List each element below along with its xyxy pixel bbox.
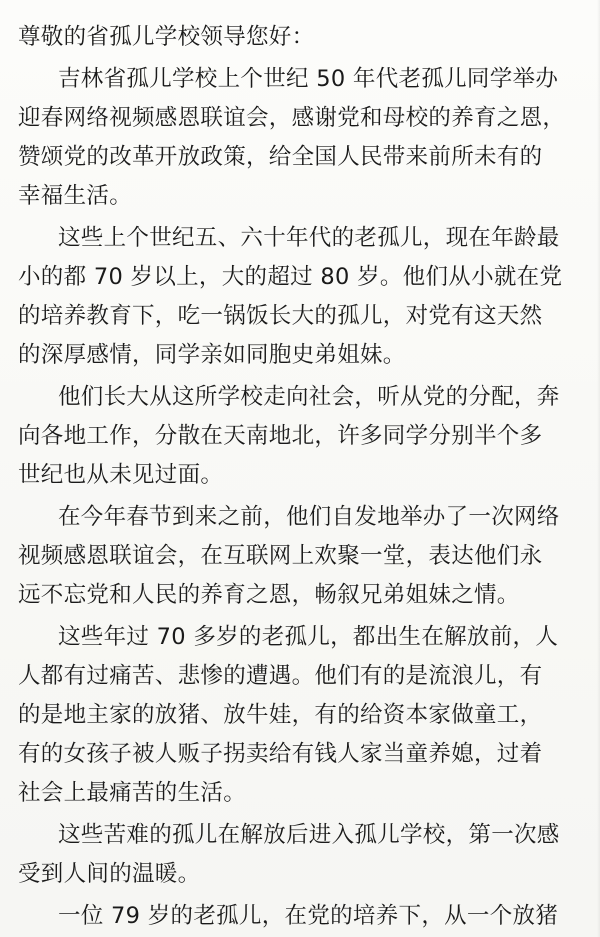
text-line-8: 的深厚感情，同学亲如同胞史弟姐妹。	[18, 342, 406, 368]
text-line-16: 人都有过痛苦、悲惨的遭遇。他们有的是流浪儿，有	[18, 663, 543, 689]
text-line-19: 社会上最痛苦的生活。	[18, 780, 247, 806]
text-line-21: 受到人间的温暖。	[18, 861, 201, 887]
text-line-5: 这些上个世纪五、六十年代的老孤儿，现在年龄最	[58, 225, 560, 251]
text-line-6: 小的都 70 岁以上，大的超过 80 岁。他们从小就在党	[18, 264, 563, 290]
text-line-20: 这些苦难的孤儿在解放后进入孤儿学校，第一次感	[58, 822, 560, 848]
text-line-22: 一位 79 岁的老孤儿，在党的培养下，从一个放猪	[58, 903, 559, 929]
text-line-11: 世纪也从未见过面。	[18, 462, 224, 488]
greeting-line: 尊敬的省孤儿学校领导您好：	[18, 24, 315, 50]
text-line-14: 远不忘党和人民的养育之恩，畅叙兄弟姐妹之情。	[18, 582, 520, 608]
text-line-3: 赞颂党的改革开放政策，给全国人民带来前所未有的	[18, 144, 543, 170]
text-line-18: 有的女孩子被人贩子拐卖给有钱人家当童养媳，过着	[18, 741, 543, 767]
text-line-13: 视频感恩联谊会，在互联网上欢聚一堂，表达他们永	[18, 543, 543, 569]
text-line-2: 迎春网络视频感恩联谊会，感谢党和母校的养育之恩，	[18, 105, 566, 131]
text-line-12: 在今年春节到来之前，他们自发地举办了一次网络	[58, 504, 560, 530]
text-line-9: 他们长大从这所学校走向社会，听从党的分配，奔	[58, 384, 560, 410]
text-line-15: 这些年过 70 多岁的老孤儿，都出生在解放前，人	[58, 624, 559, 650]
text-line-10: 向各地工作，分散在天南地北，许多同学分别半个多	[18, 423, 543, 449]
text-line-1: 吉林省孤儿学校上个世纪 50 年代老孤儿同学举办	[58, 66, 559, 92]
text-line-17: 的是地主家的放猪、放牛娃，有的给资本家做童工，	[18, 702, 543, 728]
text-line-7: 的培养教育下，吃一锅饭长大的孤儿，对党有这天然	[18, 303, 543, 329]
text-line-4: 幸福生活。	[18, 183, 133, 209]
